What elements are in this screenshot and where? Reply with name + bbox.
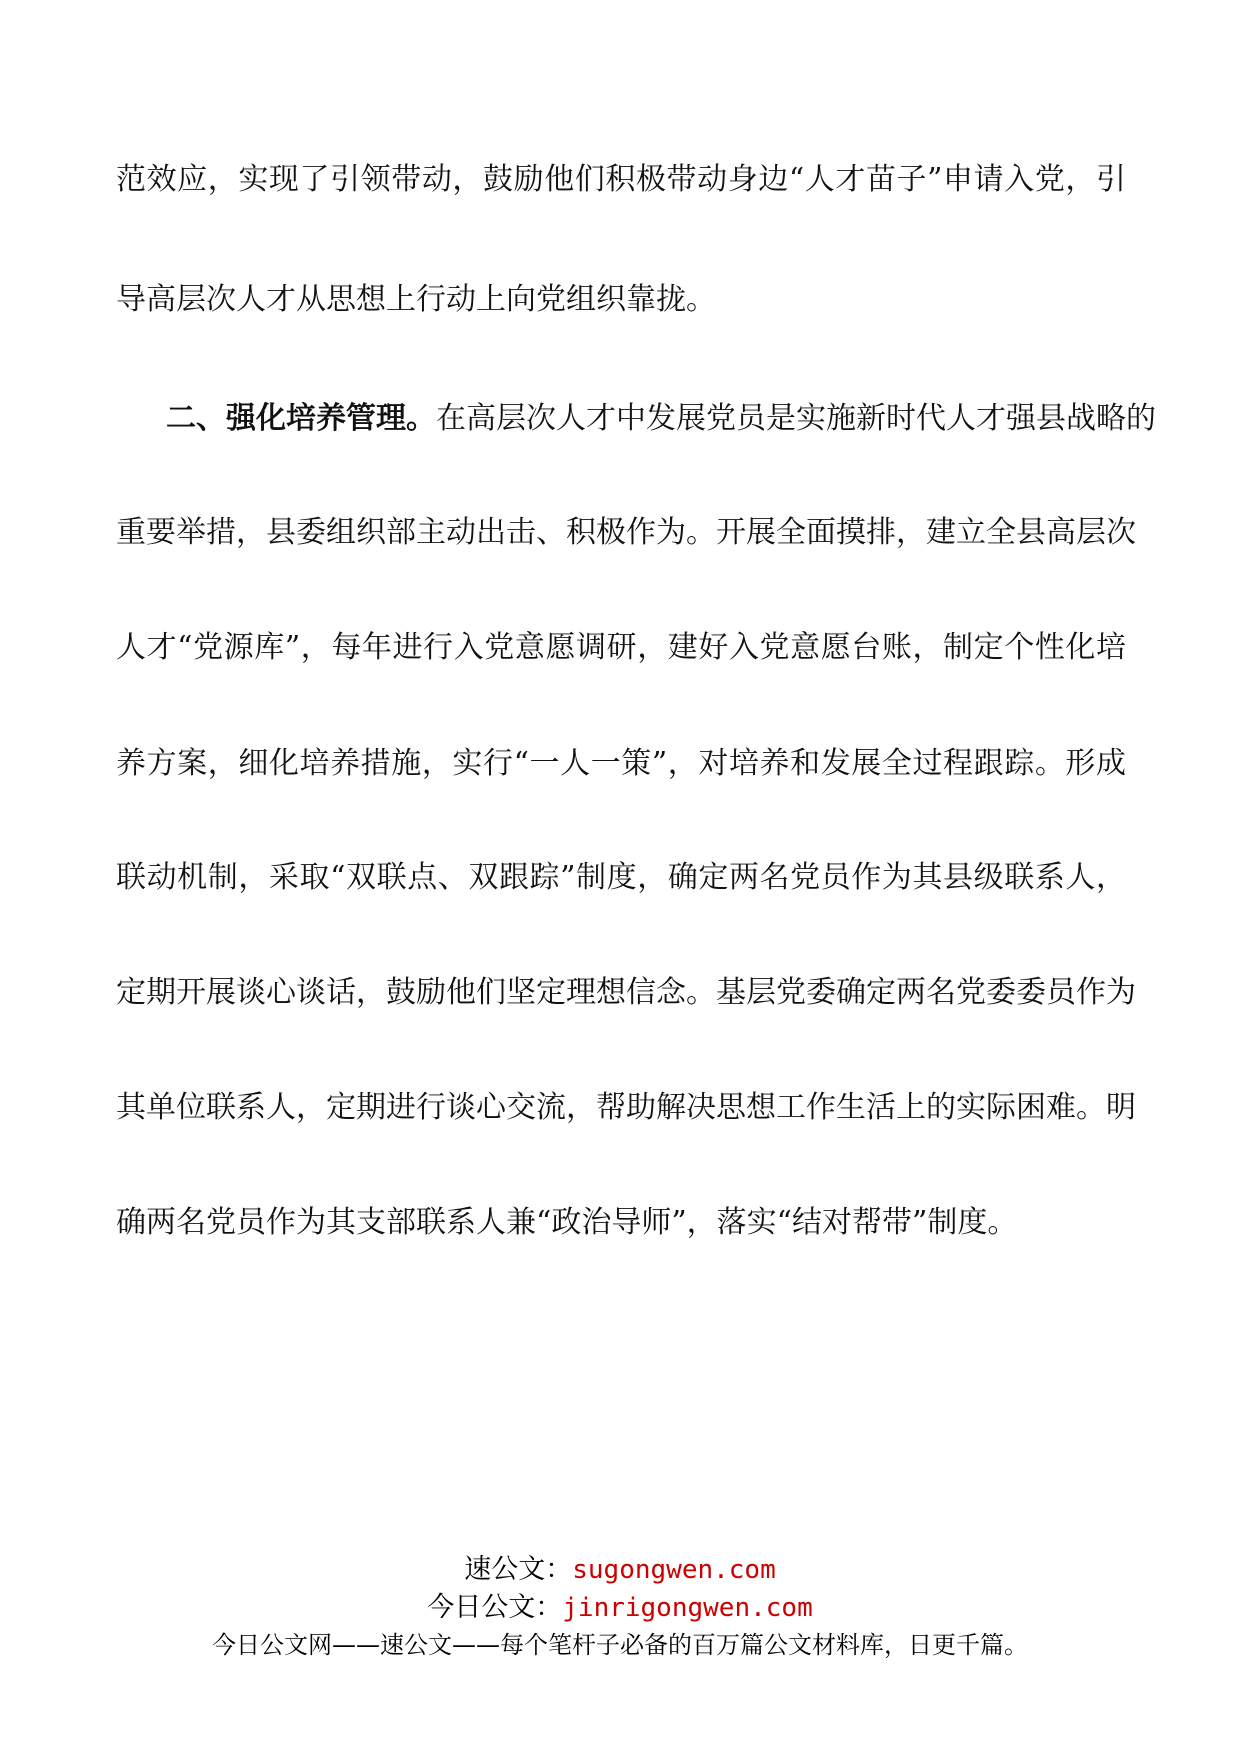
paragraph-2-line-6: 定期开展谈心谈话，鼓励他们坚定理想信念。基层党委确定两名党委委员作为	[116, 975, 1136, 1010]
paragraph-1-line-2: 导高层次人才从思想上行动上向党组织靠拢。	[116, 282, 716, 317]
footer-site-1-label: 速公文：	[464, 1554, 573, 1585]
paragraph-2-line-5: 联动机制，采取“双联点、双跟踪”制度，确定两名党员作为其县级联系人，	[116, 860, 1126, 895]
paragraph-2-line-2: 重要举措，县委组织部主动出击、积极作为。开展全面摸排，建立全县高层次	[116, 515, 1136, 550]
footer-site-2-link[interactable]: jinrigongwen.com	[562, 1593, 813, 1623]
paragraph-2-line-4: 养方案，细化培养措施，实行“一人一策”，对培养和发展全过程跟踪。形成	[116, 746, 1126, 781]
paragraph-1-line-1: 范效应，实现了引领带动，鼓励他们积极带动身边“人才苗子”申请入党，引	[116, 162, 1126, 197]
footer-site-1-link[interactable]: sugongwen.com	[572, 1555, 776, 1585]
footer-site-2	[0, 1585, 1240, 1624]
paragraph-2-line-8: 确两名党员作为其支部联系人兼“政治导师”，落实“结对帮带”制度。	[116, 1205, 1018, 1240]
footer-site-2-label: 今日公文：	[427, 1592, 563, 1623]
paragraph-2-line-7: 其单位联系人，定期进行谈心交流，帮助解决思想工作生活上的实际困难。明	[116, 1090, 1136, 1125]
section-heading: 二、强化培养管理。	[166, 401, 436, 436]
paragraph-2-line-3: 人才“党源库”，每年进行入党意愿调研，建好入党意愿台账，制定个性化培	[116, 630, 1126, 665]
footer-tagline: 今日公文网——速公文——每个笔杆子必备的百万篇公文材料库，日更千篇。	[212, 1631, 1028, 1659]
footer-site-1	[0, 1547, 1240, 1586]
paragraph-2-line-1-text: 在高层次人才中发展党员是实施新时代人才强县战略的	[436, 401, 1156, 436]
paragraph-2-line-1	[166, 399, 1156, 439]
